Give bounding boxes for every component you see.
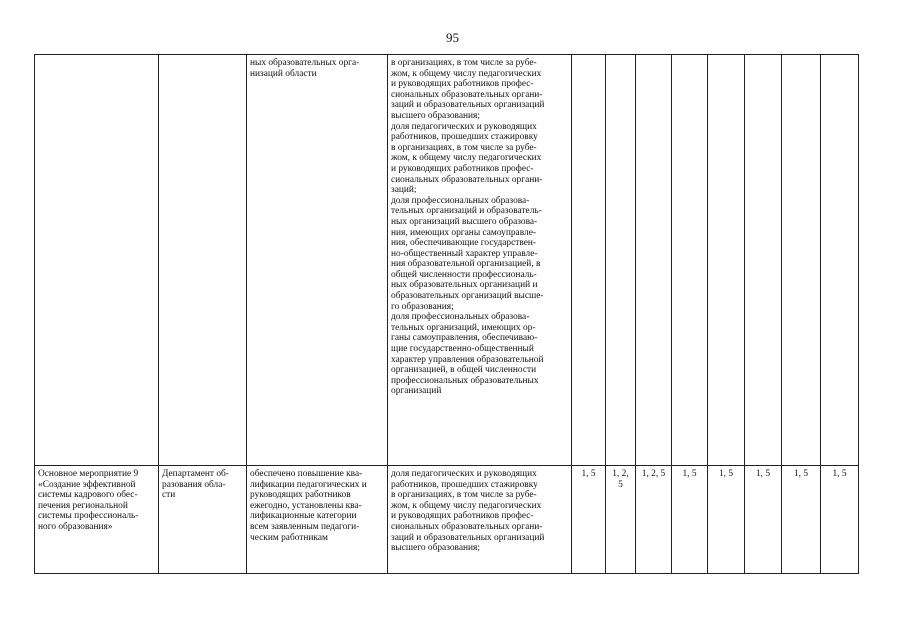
cell-text-line: ных образовательных орга-	[250, 58, 360, 68]
cell-text-line: лификации педагогических и	[250, 479, 367, 490]
executor-cell	[159, 55, 247, 466]
cell-text-line: сиональных образовательных органи-	[391, 89, 543, 100]
cell-text-line: ния образовательной организацией, в	[391, 259, 541, 270]
value-text: 1, 5	[581, 469, 596, 479]
table-row	[35, 55, 859, 466]
year-value-cell	[672, 466, 708, 574]
cell-text-line: ния, имеющих органы самоуправле-	[391, 227, 536, 238]
cell-text-line: разования обла-	[162, 479, 226, 490]
cell-text-line: и руководящих работников профес-	[391, 511, 534, 522]
cell-text-line: всем заявленным педагоги-	[250, 521, 360, 532]
cell-text-line: в организациях, в том числе за рубе-	[391, 490, 537, 501]
cell-text-line: сти	[162, 490, 176, 501]
year-value-cell	[572, 466, 606, 574]
year-value-cell	[572, 55, 606, 466]
table-row	[35, 466, 859, 574]
value-text: 1, 2, 5	[641, 469, 666, 479]
cell-text-line: ежегодно, установлены ква-	[250, 500, 362, 511]
cell-text-line: го образования;	[391, 301, 454, 312]
cell-text-line: доля профессиональных образова-	[391, 195, 530, 206]
cell-text-line: Департамент об-	[162, 469, 229, 479]
cell-text-line: заций;	[391, 185, 417, 196]
year-value-cell	[821, 466, 859, 574]
cell-text-line: но-общественный характер управле-	[391, 248, 538, 259]
cell-text-line: «Создание эффективной	[38, 479, 136, 490]
year-value-cell	[636, 55, 672, 466]
cell-text-line: системы профессиональ-	[38, 511, 139, 522]
cell-text-line: и руководящих работников профес-	[391, 163, 534, 174]
cell-text-line: лификационные категории	[250, 511, 357, 522]
value-text: 1, 2,	[612, 469, 629, 479]
cell-text-line: системы кадрового обес-	[38, 490, 138, 501]
cell-text-line: организаций	[391, 386, 442, 397]
cell-text-line: руководящих работников	[250, 490, 351, 501]
event-name-cell	[35, 55, 159, 466]
year-value-cell	[708, 466, 745, 574]
cell-text-line: доля педагогических и руководящих	[391, 469, 537, 479]
value-text: 1, 5	[755, 469, 771, 479]
cell-text-line: щие государственно-общественный	[391, 344, 534, 355]
cell-text-line: тельных организаций и образователь-	[391, 206, 542, 217]
year-value-cell	[745, 55, 782, 466]
cell-text-line: характер управления образовательной	[391, 354, 544, 365]
indicator-cell	[388, 55, 572, 466]
expected-result-cell	[247, 466, 388, 574]
program-table	[34, 54, 859, 574]
cell-text-line: жом, к общему числу педагогических	[391, 153, 542, 164]
year-value-cell	[782, 55, 821, 466]
cell-text-line: заций и образовательных организаций	[391, 532, 545, 543]
cell-text-line: в организациях, в том числе за рубе-	[391, 58, 537, 68]
value-text: 1, 5	[718, 469, 734, 479]
cell-text-line: профессиональных образовательных	[391, 375, 539, 386]
cell-text-line: организацией, в общей численности	[391, 365, 537, 376]
cell-text-line: жом, к общему числу педагогических	[391, 500, 542, 511]
cell-text-line: тельных организаций, имеющих ор-	[391, 322, 536, 333]
cell-text-line: жом, к общему числу педагогических	[391, 68, 542, 79]
value-text: 1, 5	[682, 469, 697, 479]
cell-text-line: обеспечено повышение ква-	[250, 469, 363, 479]
cell-text-line: Основное мероприятие 9	[38, 469, 139, 479]
year-value-cell	[821, 55, 859, 466]
page-number: 95	[446, 30, 459, 45]
cell-text-line: ного образования»	[38, 521, 113, 532]
year-value-cell	[708, 55, 745, 466]
cell-text-line: доля педагогических и руководящих	[391, 121, 537, 132]
cell-text-line: образовательных организаций высше-	[391, 291, 544, 302]
cell-text-line: сиональных образовательных органи-	[391, 521, 543, 532]
year-value-cell	[745, 466, 782, 574]
executor-cell	[159, 466, 247, 574]
cell-text-line: сиональных образовательных органи-	[391, 174, 543, 185]
expected-result-cell	[247, 55, 388, 466]
event-name-cell	[35, 466, 159, 574]
value-text: 1, 5	[793, 469, 809, 479]
cell-text-line: работников, прошедших стажировку	[391, 479, 538, 490]
cell-text-line: доля профессиональных образова-	[391, 312, 530, 323]
cell-text-line: и руководящих работников профес-	[391, 79, 534, 90]
cell-text-line: высшего образования;	[391, 110, 480, 121]
year-value-cell	[636, 466, 672, 574]
cell-text-line: низаций области	[250, 68, 317, 79]
indicator-cell	[388, 466, 572, 574]
cell-text-line: ческим работникам	[250, 532, 328, 543]
cell-text-line: в организациях, в том числе за рубе-	[391, 142, 537, 153]
value-text: 5	[618, 479, 623, 490]
year-value-cell	[672, 55, 708, 466]
cell-text-line: работников, прошедших стажировку	[391, 132, 538, 143]
year-value-cell	[606, 55, 636, 466]
cell-text-line: высшего образования;	[391, 543, 480, 554]
cell-text-line: общей численности профессиональ-	[391, 269, 537, 280]
cell-text-line: ных образовательных организаций и	[391, 280, 538, 291]
cell-text-line: заций и образовательных организаций	[391, 100, 545, 111]
value-text: 1, 5	[832, 469, 847, 479]
cell-text-line: ния, обеспечивающие государствен-	[391, 238, 537, 249]
cell-text-line: ных организаций высшего образова-	[391, 216, 538, 227]
cell-text-line: печения региональной	[38, 500, 128, 511]
year-value-cell	[782, 466, 821, 574]
cell-text-line: ганы самоуправления, обеспечиваю-	[391, 333, 538, 344]
year-value-cell	[606, 466, 636, 574]
